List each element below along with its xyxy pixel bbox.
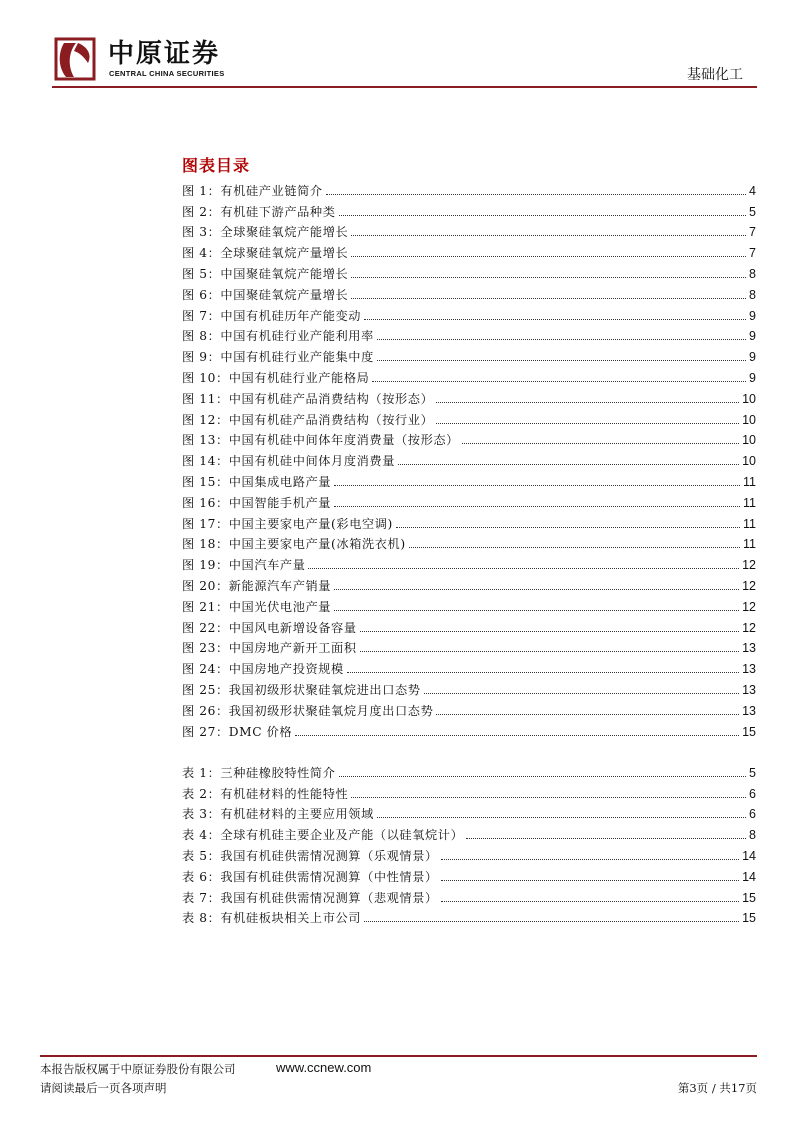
figure-entry[interactable] bbox=[182, 614, 756, 635]
toc-title: 图表目录 bbox=[182, 156, 251, 175]
figure-label: 图 6：中国聚硅氧烷产量增长 bbox=[182, 287, 349, 302]
leader-dots bbox=[424, 693, 740, 694]
leader-dots bbox=[360, 631, 739, 632]
figure-page: 9 bbox=[749, 370, 756, 385]
table-entry[interactable] bbox=[182, 905, 756, 926]
table-label: 表 3：有机硅材料的主要应用领域 bbox=[182, 807, 374, 822]
figure-label: 图 16：中国智能手机产量 bbox=[182, 495, 332, 510]
figure-page: 4 bbox=[749, 183, 756, 198]
leader-dots bbox=[462, 443, 739, 444]
figure-entry[interactable] bbox=[182, 364, 756, 385]
table-label: 表 4：全球有机硅主要企业及产能（以硅氧烷计） bbox=[182, 828, 464, 843]
table-page: 15 bbox=[742, 890, 756, 905]
table-entry[interactable] bbox=[182, 821, 756, 842]
figure-label: 图 13：中国有机硅中间体年度消费量（按形态） bbox=[182, 433, 459, 448]
leader-dots bbox=[436, 402, 739, 403]
figure-entry[interactable] bbox=[182, 718, 756, 739]
figure-list bbox=[182, 177, 756, 739]
figure-page: 11 bbox=[743, 474, 756, 489]
table-entry[interactable] bbox=[182, 801, 756, 822]
figure-page: 10 bbox=[742, 391, 756, 406]
figure-entry[interactable] bbox=[182, 489, 756, 510]
footer-website-link[interactable]: www.ccnew.com bbox=[276, 1060, 372, 1075]
table-label: 表 8：有机硅板块相关上市公司 bbox=[182, 911, 362, 926]
figure-page: 9 bbox=[749, 350, 756, 365]
leader-dots bbox=[398, 464, 739, 465]
leader-dots bbox=[377, 360, 746, 361]
figure-entry[interactable] bbox=[182, 198, 756, 219]
figure-page: 11 bbox=[743, 495, 756, 510]
figure-label: 图 4：全球聚硅氧烷产量增长 bbox=[182, 246, 349, 261]
table-page: 5 bbox=[749, 765, 756, 780]
figure-entry[interactable] bbox=[182, 281, 756, 302]
leader-dots bbox=[339, 215, 747, 216]
figure-entry[interactable] bbox=[182, 302, 756, 323]
leader-dots bbox=[441, 880, 739, 881]
footer-page-info: 第3页 / 共17页 bbox=[677, 1081, 757, 1095]
figure-label: 图 27：DMC 价格 bbox=[182, 724, 293, 739]
figure-label: 图 12：中国有机硅产品消费结构（按行业） bbox=[182, 412, 434, 427]
leader-dots bbox=[334, 610, 739, 611]
leader-dots bbox=[351, 235, 746, 236]
figure-label: 图 7：中国有机硅历年产能变动 bbox=[182, 308, 362, 323]
leader-dots bbox=[396, 527, 740, 528]
figure-label: 图 24：中国房地产投资规模 bbox=[182, 662, 344, 677]
figure-entry[interactable] bbox=[182, 676, 756, 697]
leader-dots bbox=[466, 838, 746, 839]
figure-label: 图 3：全球聚硅氧烷产能增长 bbox=[182, 225, 349, 240]
figure-entry[interactable] bbox=[182, 427, 756, 448]
figure-label: 图 11：中国有机硅产品消费结构（按形态） bbox=[182, 391, 434, 406]
figure-entry[interactable] bbox=[182, 531, 756, 552]
figure-label: 图 21：中国光伏电池产量 bbox=[182, 599, 332, 614]
table-page: 8 bbox=[749, 828, 756, 843]
leader-dots bbox=[364, 921, 739, 922]
figure-page: 10 bbox=[742, 454, 756, 469]
leader-dots bbox=[436, 714, 739, 715]
figure-entry[interactable] bbox=[182, 343, 756, 364]
figure-label: 图 1：有机硅产业链简介 bbox=[182, 183, 323, 198]
figure-entry[interactable] bbox=[182, 323, 756, 344]
figure-page: 9 bbox=[749, 329, 756, 344]
footer-disclaimer: 请阅读最后一页各项声明 bbox=[40, 1081, 167, 1095]
table-label: 表 5：我国有机硅供需情况测算（乐观情景） bbox=[182, 848, 438, 863]
figure-page: 13 bbox=[742, 641, 756, 656]
table-page: 6 bbox=[749, 807, 756, 822]
figure-page: 13 bbox=[742, 703, 756, 718]
table-page: 14 bbox=[742, 848, 756, 863]
leader-dots bbox=[347, 672, 739, 673]
figure-page: 8 bbox=[749, 287, 756, 302]
figure-entry[interactable] bbox=[182, 447, 756, 468]
figure-label: 图 2：有机硅下游产品种类 bbox=[182, 204, 336, 219]
company-logo-icon bbox=[54, 37, 96, 81]
figure-entry[interactable] bbox=[182, 260, 756, 281]
leader-dots bbox=[377, 817, 746, 818]
leader-dots bbox=[351, 298, 746, 299]
table-page: 14 bbox=[742, 869, 756, 884]
page-header bbox=[0, 0, 793, 90]
figure-page: 8 bbox=[749, 266, 756, 281]
figure-entry[interactable] bbox=[182, 593, 756, 614]
leader-dots bbox=[436, 423, 739, 424]
figure-page: 11 bbox=[743, 537, 756, 552]
figure-label: 图 22：中国风电新增设备容量 bbox=[182, 620, 357, 635]
leader-dots bbox=[441, 859, 739, 860]
figure-page: 13 bbox=[742, 662, 756, 677]
figure-label: 图 19：中国汽车产量 bbox=[182, 558, 306, 573]
figure-page: 10 bbox=[742, 412, 756, 427]
table-page: 6 bbox=[749, 786, 756, 801]
leader-dots bbox=[360, 651, 739, 652]
figure-page: 10 bbox=[742, 433, 756, 448]
header-divider bbox=[52, 86, 757, 88]
figure-page: 12 bbox=[742, 578, 756, 593]
figure-label: 图 17：中国主要家电产量(彩电空调) bbox=[182, 516, 393, 531]
table-page: 15 bbox=[742, 911, 756, 926]
figure-page: 7 bbox=[749, 225, 756, 240]
leader-dots bbox=[351, 277, 746, 278]
figure-label: 图 23：中国房地产新开工面积 bbox=[182, 641, 357, 656]
figure-entry[interactable] bbox=[182, 239, 756, 260]
table-entry[interactable] bbox=[182, 759, 756, 780]
leader-dots bbox=[308, 568, 739, 569]
figure-label: 图 15：中国集成电路产量 bbox=[182, 474, 332, 489]
table-label: 表 7：我国有机硅供需情况测算（悲观情景） bbox=[182, 890, 438, 905]
figure-entry[interactable] bbox=[182, 635, 756, 656]
table-label: 表 1：三种硅橡胶特性简介 bbox=[182, 765, 336, 780]
leader-dots bbox=[334, 485, 740, 486]
figure-page: 13 bbox=[742, 682, 756, 697]
leader-dots bbox=[351, 256, 746, 257]
figure-page: 11 bbox=[743, 516, 756, 531]
figure-entry[interactable] bbox=[182, 385, 756, 406]
figure-entry[interactable] bbox=[182, 572, 756, 593]
figure-label: 图 10：中国有机硅行业产能格局 bbox=[182, 370, 370, 385]
leader-dots bbox=[351, 797, 746, 798]
table-entry[interactable] bbox=[182, 842, 756, 863]
figure-entry[interactable] bbox=[182, 219, 756, 240]
figure-page: 12 bbox=[742, 620, 756, 635]
figure-page: 15 bbox=[742, 724, 756, 739]
leader-dots bbox=[339, 776, 747, 777]
figure-label: 图 26：我国初级形状聚硅氧烷月度出口态势 bbox=[182, 703, 434, 718]
figure-page: 7 bbox=[749, 246, 756, 261]
leader-dots bbox=[377, 339, 746, 340]
footer-copyright: 本报告版权属于中原证券股份有限公司 bbox=[40, 1062, 236, 1076]
logo-english-text: CENTRAL CHINA SECURITIES bbox=[109, 69, 225, 78]
table-label: 表 2：有机硅材料的性能特性 bbox=[182, 786, 349, 801]
table-entry[interactable] bbox=[182, 884, 756, 905]
figure-entry[interactable] bbox=[182, 510, 756, 531]
figure-entry[interactable] bbox=[182, 406, 756, 427]
figure-entry[interactable] bbox=[182, 468, 756, 489]
figure-label: 图 20：新能源汽车产销量 bbox=[182, 578, 332, 593]
figure-entry[interactable] bbox=[182, 697, 756, 718]
figure-label: 图 18：中国主要家电产量(冰箱洗衣机) bbox=[182, 537, 406, 552]
table-label: 表 6：我国有机硅供需情况测算（中性情景） bbox=[182, 869, 438, 884]
leader-dots bbox=[334, 589, 739, 590]
figure-entry[interactable] bbox=[182, 655, 756, 676]
figure-page: 12 bbox=[742, 558, 756, 573]
logo-chinese-text: 中原证券 bbox=[108, 39, 221, 69]
figure-label: 图 25：我国初级形状聚硅氧烷进出口态势 bbox=[182, 682, 421, 697]
leader-dots bbox=[364, 319, 746, 320]
leader-dots bbox=[334, 506, 740, 507]
figure-page: 9 bbox=[749, 308, 756, 323]
figure-label: 图 5：中国聚硅氧烷产能增长 bbox=[182, 266, 349, 281]
figure-label: 图 14：中国有机硅中间体月度消费量 bbox=[182, 454, 395, 469]
leader-dots bbox=[409, 547, 740, 548]
table-list bbox=[182, 759, 756, 925]
footer-divider bbox=[40, 1055, 757, 1057]
figure-entry[interactable] bbox=[182, 177, 756, 198]
figure-label: 图 9：中国有机硅行业产能集中度 bbox=[182, 350, 374, 365]
leader-dots bbox=[372, 381, 746, 382]
leader-dots bbox=[295, 735, 739, 736]
leader-dots bbox=[441, 901, 739, 902]
table-entry[interactable] bbox=[182, 780, 756, 801]
figure-page: 5 bbox=[749, 204, 756, 219]
section-title: 基础化工 bbox=[687, 67, 743, 83]
table-entry[interactable] bbox=[182, 863, 756, 884]
figure-page: 12 bbox=[742, 599, 756, 614]
leader-dots bbox=[326, 194, 746, 195]
figure-entry[interactable] bbox=[182, 551, 756, 572]
figure-label: 图 8：中国有机硅行业产能利用率 bbox=[182, 329, 374, 344]
